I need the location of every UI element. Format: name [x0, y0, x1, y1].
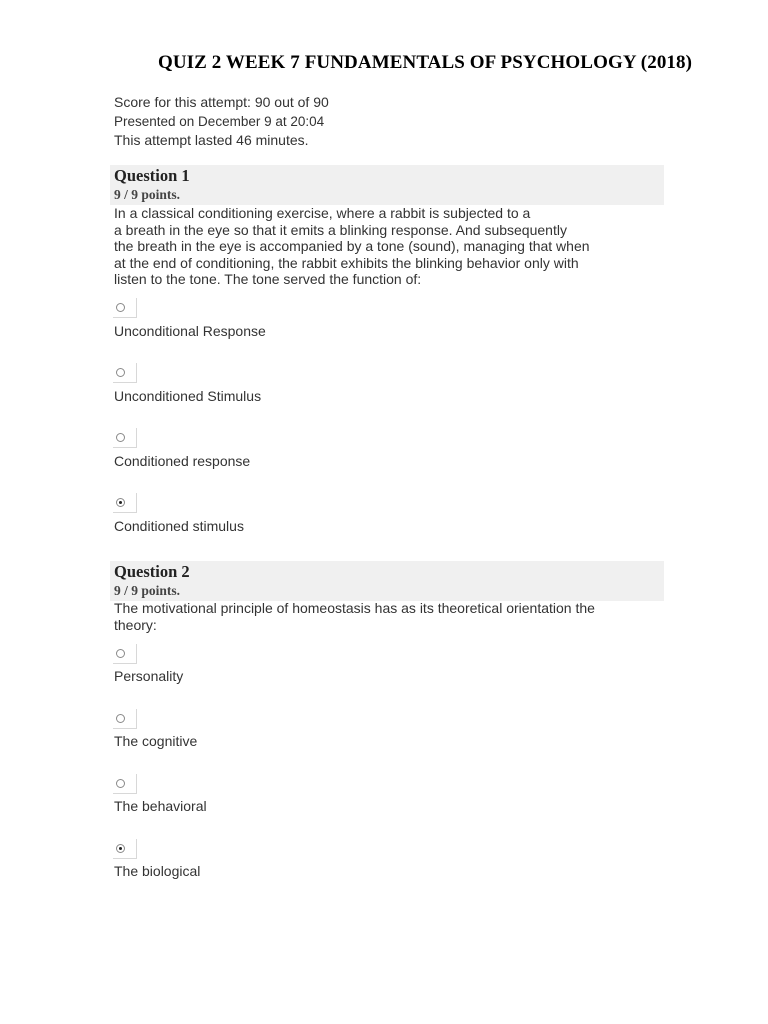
- question-1-points: 9 / 9 points.: [114, 187, 181, 202]
- q1-option-3-radio[interactable]: [113, 428, 137, 448]
- q2-option-3-label: The behavioral: [114, 798, 207, 814]
- attempt-score: Score for this attempt: 90 out of 90: [114, 94, 329, 110]
- radio-circle-icon: [116, 368, 125, 377]
- question-text-line: The motivational principle of homeostasis has as its theoretical orientation the: [114, 600, 595, 616]
- q1-option-1-radio[interactable]: [113, 298, 137, 318]
- question-2-title: Question 2: [114, 562, 190, 581]
- question-text-line: theory:: [114, 616, 157, 633]
- radio-circle-icon: [116, 649, 125, 658]
- question-2-text: [114, 600, 634, 633]
- radio-selected-icon: [116, 498, 125, 507]
- question-text-line: listen to the tone. The tone served the function of:: [114, 271, 422, 287]
- q2-option-2-radio[interactable]: [113, 709, 137, 729]
- page-title: QUIZ 2 WEEK 7 FUNDAMENTALS OF PSYCHOLOGY (2018): [157, 52, 693, 73]
- q2-option-3-radio[interactable]: [113, 774, 137, 794]
- q2-option-1-label: Personality: [114, 668, 184, 684]
- q2-option-4-radio[interactable]: [113, 839, 137, 859]
- q1-option-1-label: Unconditional Response: [114, 323, 266, 339]
- radio-circle-icon: [116, 714, 125, 723]
- q1-option-3-label: Conditioned response: [114, 453, 251, 469]
- question-1-title: Question 1: [114, 166, 190, 185]
- question-text-line: In a classical conditioning exercise, where a rabbit is subjected to a: [114, 205, 531, 221]
- question-text-line: a breath in the eye so that it emits a blinking response. And subsequently: [114, 221, 567, 238]
- question-2-header: [110, 561, 664, 601]
- q2-option-1-radio[interactable]: [113, 644, 137, 664]
- attempt-presented: Presented on December 9 at 20:04: [114, 114, 325, 129]
- q1-option-2-radio[interactable]: [113, 363, 137, 383]
- radio-selected-icon: [116, 844, 125, 853]
- radio-circle-icon: [116, 433, 125, 442]
- q2-option-2-label: The cognitive: [114, 733, 198, 749]
- question-1-text: [114, 205, 634, 288]
- question-1-header: [110, 165, 664, 205]
- question-text-line: at the end of conditioning, the rabbit exhibits the blinking behavior only with: [114, 254, 579, 271]
- question-text-line: the breath in the eye is accompanied by a tone (sound), managing that when: [114, 238, 590, 254]
- radio-circle-icon: [116, 779, 125, 788]
- q1-option-4-label: Conditioned stimulus: [114, 518, 244, 534]
- q1-option-4-radio[interactable]: [113, 493, 137, 513]
- question-2-points: 9 / 9 points.: [114, 583, 181, 598]
- q1-option-2-label: Unconditioned Stimulus: [114, 388, 262, 404]
- q2-option-4-label: The biological: [114, 863, 201, 879]
- radio-circle-icon: [116, 303, 125, 312]
- attempt-duration: This attempt lasted 46 minutes.: [114, 132, 309, 148]
